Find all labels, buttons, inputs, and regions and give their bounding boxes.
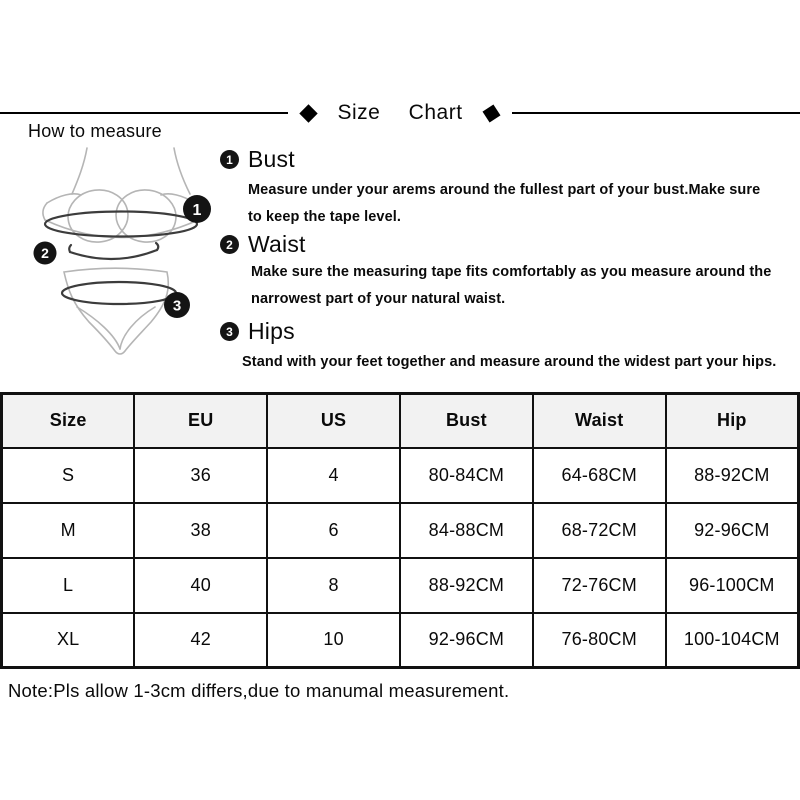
table-cell: 68-72CM (533, 503, 666, 558)
table-cell: 38 (134, 503, 267, 558)
table-cell: 42 (134, 613, 267, 668)
section-description (248, 177, 798, 230)
table-cell: L (2, 558, 135, 613)
section-title: Bust (248, 146, 295, 172)
table-cell: 4 (267, 448, 400, 503)
table-cell: 36 (134, 448, 267, 503)
column-header-hip: Hip (666, 394, 799, 448)
measure-section-hips (220, 318, 798, 376)
divider-line-left (0, 112, 288, 114)
table-cell: 8 (267, 558, 400, 613)
table-cell: XL (2, 613, 135, 668)
table-cell: 76-80CM (533, 613, 666, 668)
description-line: narrowest part of your natural waist. (251, 290, 506, 307)
diagram-markers (34, 195, 212, 318)
page-title: Size Chart (337, 101, 463, 124)
description-line: Make sure the measuring tape fits comfortably as you measure around the (251, 264, 772, 280)
column-header-eu: EU (134, 394, 267, 448)
note-text: Note:Pls allow 1-3cm differs,due to manumal measurement. (8, 680, 510, 701)
table-cell: 96-100CM (666, 558, 799, 613)
description-line: Stand with your feet together and measure around the widest part your hips. (242, 354, 777, 370)
diamond-icon (300, 104, 318, 122)
table-header-row (2, 394, 799, 448)
table-cell: 72-76CM (533, 558, 666, 613)
bikini-outline (43, 148, 200, 354)
table-cell: 92-96CM (400, 613, 533, 668)
table-cell: 92-96CM (666, 503, 799, 558)
table-row (2, 448, 799, 503)
how-to-measure-heading: How to measure (28, 121, 162, 141)
section-title: Hips (248, 318, 295, 344)
table-cell: 88-92CM (400, 558, 533, 613)
section-title: Waist (248, 231, 306, 257)
table-cell: M (2, 503, 135, 558)
section-heading (220, 231, 798, 258)
column-header-size: Size (2, 394, 135, 448)
table-cell: 64-68CM (533, 448, 666, 503)
table-cell: 88-92CM (666, 448, 799, 503)
table-row (2, 613, 799, 668)
table-cell: 100-104CM (666, 613, 799, 668)
number-badge-icon: 1 (220, 150, 239, 169)
table-cell: 6 (267, 503, 400, 558)
description-line: to keep the tape level. (248, 208, 401, 225)
divider-line-right (512, 112, 800, 114)
table-row (2, 503, 799, 558)
measure-section-bust (220, 146, 798, 230)
table-cell: 84-88CM (400, 503, 533, 558)
measure-section-waist (220, 231, 798, 312)
diagram-marker-hips-number: 3 (172, 297, 182, 315)
section-heading (220, 318, 798, 345)
column-header-waist: Waist (533, 394, 666, 448)
number-badge-icon: 3 (220, 322, 239, 341)
diagram-marker-waist-number: 2 (41, 245, 49, 261)
section-description (242, 349, 798, 376)
diagram-marker-bust-number: 1 (192, 202, 202, 219)
diamond-icon (482, 104, 500, 122)
section-heading (220, 146, 798, 173)
description-line: Measure under your arems around the fullest part of your bust.Make sure (248, 182, 761, 198)
column-header-bust: Bust (400, 394, 533, 448)
size-table (0, 392, 800, 669)
table-cell: 10 (267, 613, 400, 668)
column-header-us: US (267, 394, 400, 448)
number-badge-icon: 2 (220, 235, 239, 254)
table-cell: 40 (134, 558, 267, 613)
section-description (251, 259, 798, 312)
table-cell: S (2, 448, 135, 503)
measurement-diagram (25, 143, 217, 367)
table-row (2, 558, 799, 613)
table-cell: 80-84CM (400, 448, 533, 503)
